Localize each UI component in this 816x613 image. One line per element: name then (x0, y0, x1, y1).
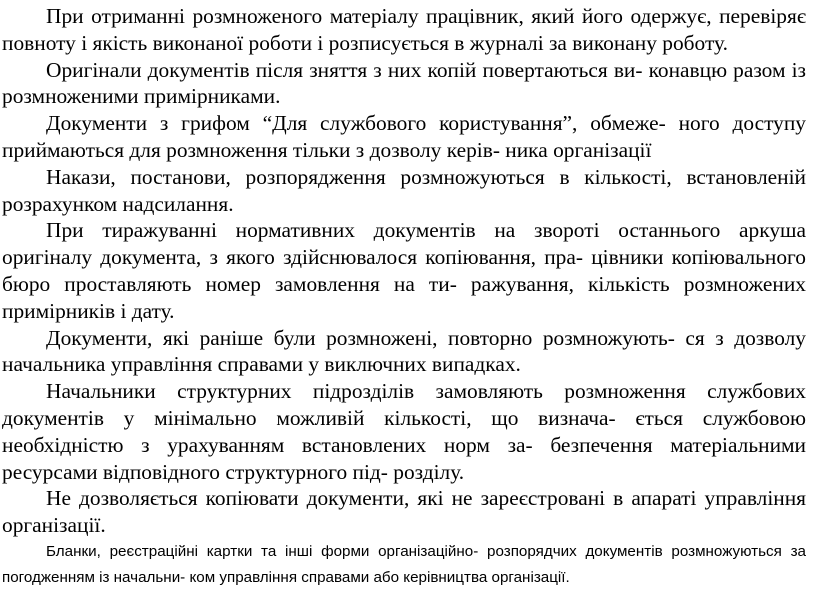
paragraph-repeat-replication: Документи, які раніше були розмножені, повторно розмножують- ся з дозволу начальника управління справами у виключних випадках. (2, 325, 806, 377)
paragraph-forms-approval: Бланки, реєстраційні картки та інші форми організаційно- розпорядчих документів розмножуються за погодженням із начальни- ком управління справами або керівництва організації. (2, 542, 806, 586)
paragraph-unit-heads-order: Начальники структурних підрозділів замовляють розмноження службових документів у мінімально можливій кількості, що визнача- ється службовою необхідністю з урахуванням встановлених норм за- безпечення матеріальними ресурсами відповідного структурного під- розділу. (2, 379, 806, 484)
paragraph-received-material: При отриманні розмноженого матеріалу працівник, який його одержує, перевіряє повноту і якість виконаної роботи і розписується в журналі за виконану роботу. (2, 4, 806, 55)
paragraph-restricted-documents: Документи з грифом “Для службового користування”, обмеже- ного доступу приймаються для розмноження тільки з дозволу керів- ника організації (2, 111, 806, 162)
paragraph-unregistered-forbidden: Не дозволяється копіювати документи, які не зареєстровані в апараті управління організації. (2, 486, 806, 538)
paragraph-orders-quantity: Накази, постанови, розпорядження розмножуються в кількості, встановленій розрахунком надсилання. (2, 164, 806, 216)
paragraph-normative-replication: При тиражуванні нормативних документів на звороті останнього аркуша оригіналу документа, з якого здійснювалося копіювання, пра- цівники копіювального бюро проставляють номер замовлення на ти- ражування, кількість розмножених примірників і дату. (2, 218, 806, 323)
paragraph-originals-returned: Оригінали документів після зняття з них копій повертаються ви- конавцю разом із розмноженими примірниками. (2, 57, 806, 109)
